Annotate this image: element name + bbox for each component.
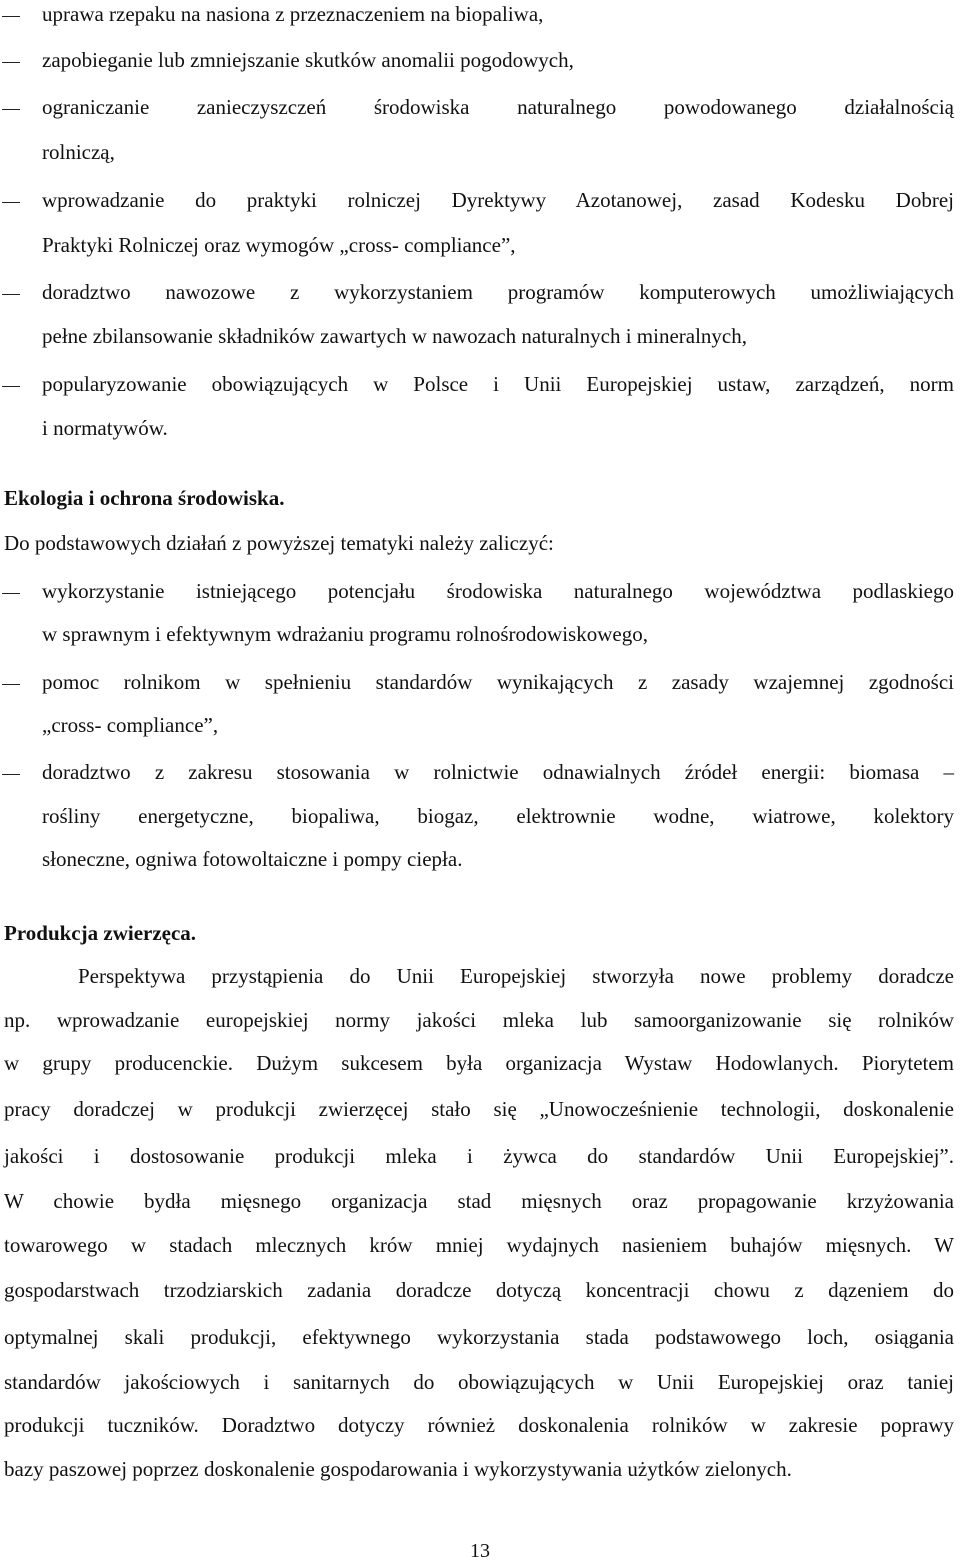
list-item-line: pomoc rolnikom w spełnieniu standardów wynikających z zasady wzajemnej zgodności: [42, 670, 954, 694]
list-item-line: i normatywów.: [42, 416, 168, 440]
dash-bullet: [2, 774, 20, 775]
dash-bullet: [2, 593, 20, 594]
paragraph-line: W chowie bydła mięsnego organizacja stad mięsnych oraz propagowanie krzyżowania: [4, 1189, 954, 1213]
list-item-line: doradztwo z zakresu stosowania w rolnictwie odnawialnych źródeł energii: biomasa –: [42, 760, 954, 784]
list-item-line: ograniczanie zanieczyszczeń środowiska naturalnego powodowanego działalnością: [42, 95, 954, 119]
dash-bullet: [2, 16, 20, 17]
paragraph-line: bazy paszowej poprzez doskonalenie gospodarowania i wykorzystywania użytków zielonych.: [4, 1457, 792, 1481]
section-heading-animal: Produkcja zwierzęca.: [4, 921, 197, 945]
paragraph-line: standardów jakościowych i sanitarnych do obowiązujących w Unii Europejskiej oraz taniej: [4, 1370, 954, 1394]
list-item-line: „cross- compliance”,: [42, 713, 219, 737]
list-item-line: Praktyki Rolniczej oraz wymogów „cross- compliance”,: [42, 233, 516, 257]
list-item-line: pełne zbilansowanie składników zawartych w nawozach naturalnych i mineralnych,: [42, 324, 747, 348]
list-item-line: słoneczne, ogniwa fotowoltaiczne i pompy ciepła.: [42, 847, 463, 871]
paragraph-line: gospodarstwach trzodziarskich zadania doradcze dotyczą koncentracji chowu z dązeniem do: [4, 1278, 954, 1302]
paragraph-line: pracy doradczej w produkcji zwierzęcej stało się „Unowocześnienie technologii, doskonalenie: [4, 1097, 954, 1121]
list-item-line: zapobieganie lub zmniejszanie skutków anomalii pogodowych,: [42, 48, 574, 72]
list-item-line: rośliny energetyczne, biopaliwa, biogaz, elektrownie wodne, wiatrowe, kolektory: [42, 804, 954, 828]
page-number: 13: [470, 1540, 490, 1562]
list-item-line: w sprawnym i efektywnym wdrażaniu programu rolnośrodowiskowego,: [42, 622, 648, 646]
list-item-line: wprowadzanie do praktyki rolniczej Dyrektywy Azotanowej, zasad Kodesku Dobrej: [42, 188, 954, 212]
paragraph-line: produkcji tuczników. Doradztwo dotyczy również doskonalenia rolników w zakresie poprawy: [4, 1413, 954, 1437]
section-intro: Do podstawowych działań z powyższej tematyki należy zaliczyć:: [4, 531, 554, 555]
paragraph-line: w grupy producenckie. Dużym sukcesem była organizacja Wystaw Hodowlanych. Piorytetem: [4, 1051, 954, 1075]
dash-bullet: [2, 202, 20, 203]
dash-bullet: [2, 684, 20, 685]
dash-bullet: [2, 62, 20, 63]
dash-bullet: [2, 109, 20, 110]
paragraph-line: optymalnej skali produkcji, efektywnego wykorzystania stada podstawowego loch, osiągania: [4, 1325, 954, 1349]
dash-bullet: [2, 294, 20, 295]
list-item-line: uprawa rzepaku na nasiona z przeznaczeniem na biopaliwa,: [42, 2, 544, 26]
list-item-line: rolniczą,: [42, 140, 115, 164]
dash-bullet: [2, 386, 20, 387]
paragraph-line: jakości i dostosowanie produkcji mleka i żywca do standardów Unii Europejskiej”.: [4, 1144, 954, 1168]
section-heading-ecology: Ekologia i ochrona środowiska.: [4, 486, 285, 510]
list-item-line: doradztwo nawozowe z wykorzystaniem programów komputerowych umożliwiających: [42, 280, 954, 304]
paragraph-line: towarowego w stadach mlecznych krów mniej wydajnych nasieniem buhajów mięsnych. W: [4, 1233, 954, 1257]
paragraph-line: np. wprowadzanie europejskiej normy jakości mleka lub samoorganizowanie się rolników: [4, 1008, 954, 1032]
list-item-line: wykorzystanie istniejącego potencjału środowiska naturalnego województwa podlaskiego: [42, 579, 954, 603]
paragraph-line: Perspektywa przystąpienia do Unii Europejskiej stworzyła nowe problemy doradcze: [78, 964, 954, 988]
list-item-line: popularyzowanie obowiązujących w Polsce i Unii Europejskiej ustaw, zarządzeń, norm: [42, 372, 954, 396]
